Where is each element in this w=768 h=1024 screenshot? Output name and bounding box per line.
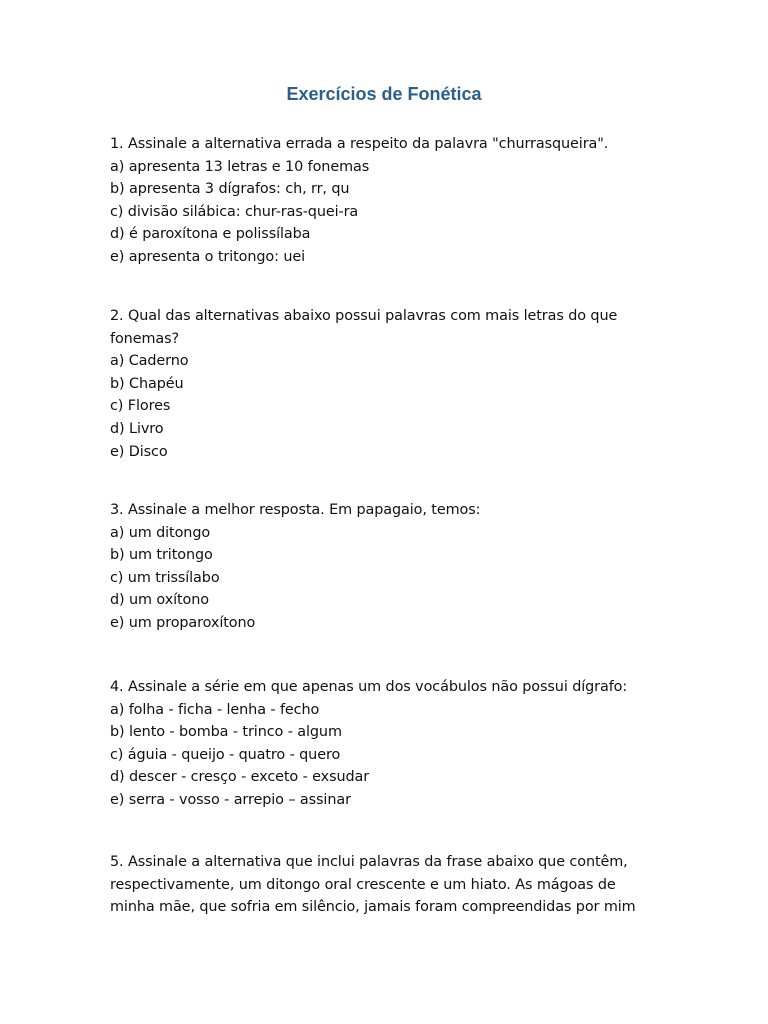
question-1 (110, 133, 670, 269)
question-2-text-line-1: 2. Qual das alternativas abaixo possui palavras com mais letras do que (110, 308, 618, 324)
question-4-option-d: d) descer - cresço - exceto - exsudar (110, 769, 370, 786)
question-3-option-d: d) um oxítono (110, 592, 209, 609)
question-5-line-1: 5. Assinale a alternativa que inclui palavras da frase abaixo que contêm, (110, 854, 628, 870)
question-4-option-e: e) serra - vosso - arrepio – assinar (110, 791, 351, 808)
question-4-text: 4. Assinale a série em que apenas um dos vocábulos não possui dígrafo: (110, 679, 628, 695)
question-3-option-b: b) um tritongo (110, 547, 213, 564)
question-2 (110, 305, 670, 463)
question-1-option-b: b) apresenta 3 dígrafos: ch, rr, qu (110, 181, 350, 198)
question-1-option-e: e) apresenta o tritongo: uei (110, 248, 305, 265)
question-3 (110, 499, 670, 635)
question-2-text-line-2: fonemas? (110, 330, 180, 347)
question-5-line-3: minha mãe, que sofria em silêncio, jamais foram compreendidas por mim (110, 899, 636, 916)
question-5-line-2: respectivamente, um ditongo oral crescente e um hiato. As mágoas de (110, 876, 616, 893)
question-2-option-b: b) Chapéu (110, 375, 184, 392)
question-2-option-a: a) Caderno (110, 353, 189, 370)
question-4-option-c: c) águia - queijo - quatro - quero (110, 746, 341, 763)
question-4-option-a: a) folha - ficha - lenha - fecho (110, 701, 320, 718)
question-3-option-c: c) um trissílabo (110, 569, 220, 586)
question-1-option-a: a) apresenta 13 letras e 10 fonemas (110, 158, 370, 175)
question-3-option-e: e) um proparoxítono (110, 614, 256, 631)
question-1-text: 1. Assinale a alternativa errada a respeito da palavra "churrasqueira". (110, 136, 609, 152)
question-3-text: 3. Assinale a melhor resposta. Em papagaio, temos: (110, 502, 481, 518)
question-2-option-c: c) Flores (110, 398, 171, 415)
question-2-option-e: e) Disco (110, 443, 168, 460)
question-4 (110, 676, 670, 812)
question-5 (110, 851, 670, 919)
question-2-option-d: d) Livro (110, 420, 164, 437)
question-1-option-c: c) divisão silábica: chur-ras-quei-ra (110, 203, 359, 220)
document-title: Exercícios de Fonética (286, 84, 482, 104)
question-4-option-b: b) lento - bomba - trinco - algum (110, 724, 342, 741)
question-3-option-a: a) um ditongo (110, 524, 211, 541)
question-1-option-d: d) é paroxítona e polissílaba (110, 226, 311, 243)
